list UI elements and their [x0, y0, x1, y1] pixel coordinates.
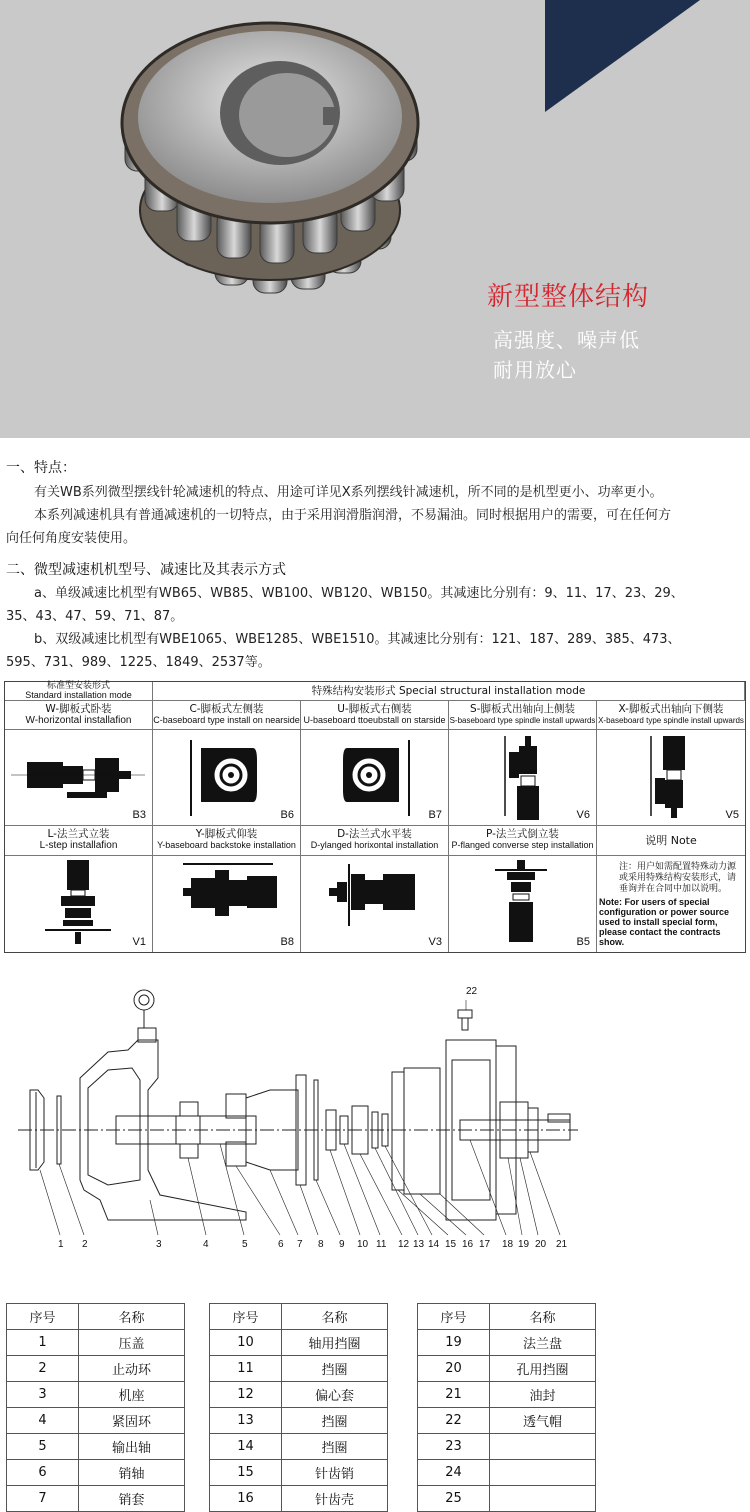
- part-number-2: 2: [82, 1239, 88, 1250]
- part-number: 2: [7, 1356, 79, 1382]
- part-number-13: 13: [413, 1239, 425, 1250]
- part-name: 针齿壳: [282, 1486, 388, 1512]
- special-mode-header: 特殊结构安装形式 Special structural installation mode: [153, 682, 745, 701]
- part-name: 紧固环: [79, 1408, 185, 1434]
- mode-S-code: V6: [576, 809, 590, 821]
- part-number-7: 7: [297, 1239, 303, 1250]
- exploded-assembly-svg: [0, 980, 750, 1255]
- column-header-name: 名称: [490, 1304, 596, 1330]
- part-number: 3: [7, 1382, 79, 1408]
- part-number-21: 21: [556, 1239, 568, 1250]
- part-number-18: 18: [502, 1239, 514, 1250]
- part-number-20: 20: [535, 1239, 547, 1250]
- mode-D-drawing: [301, 856, 449, 952]
- part-number: 11: [210, 1356, 282, 1382]
- mode-P-drawing: [449, 856, 597, 952]
- part-number-15: 15: [445, 1239, 457, 1250]
- parts-row: [7, 1330, 185, 1356]
- cycloid-bearing-photo: [105, 5, 425, 325]
- parts-row: [210, 1408, 388, 1434]
- column-header-no: 序号: [418, 1304, 490, 1330]
- part-number: 19: [418, 1330, 490, 1356]
- section1-paragraph-2b: 向任何角度安装使用。: [6, 531, 137, 546]
- exploded-assembly-drawing: [0, 980, 750, 1255]
- section2-title: 二、微型减速机机型号、减速比及其表示方式: [6, 562, 286, 578]
- part-number: 1: [7, 1330, 79, 1356]
- mode-U-drawing: [301, 730, 449, 826]
- mode-W-label: W-脚板式卧装 W-horizontal installafion: [5, 701, 153, 730]
- part-name: 孔用挡圈: [490, 1356, 596, 1382]
- part-number: 16: [210, 1486, 282, 1512]
- part-name: 机座: [79, 1382, 185, 1408]
- part-number-12: 12: [398, 1239, 410, 1250]
- hero-tagline-durable: 耐用放心: [493, 358, 577, 382]
- part-number: 7: [7, 1486, 79, 1512]
- parts-row: [210, 1460, 388, 1486]
- hero-banner: [0, 0, 750, 438]
- mode-Y-drawing: [153, 856, 301, 952]
- mode-Y-label: Y-脚板式仰装 Y-baseboard backstoke installation: [153, 826, 301, 856]
- mode-P-code: B5: [576, 936, 590, 948]
- part-number: 22: [418, 1408, 490, 1434]
- part-name: 挡圈: [282, 1356, 388, 1382]
- part-name: 输出轴: [79, 1434, 185, 1460]
- section1-title: 一、特点：: [6, 460, 76, 476]
- section1-paragraph-1: 有关WB系列微型摆线针轮减速机的特点、用途可详见X系列摆线针减速机，所不同的是机型更小、功率更小。: [34, 485, 663, 500]
- section2-b-line1: b、双级减速比机型有WBE1065、WBE1285、WBE1510。其减速比分别有：121、187、289、385、473、: [34, 632, 681, 647]
- parts-table-2: [209, 1303, 388, 1512]
- part-name: [490, 1460, 596, 1486]
- part-name: 法兰盘: [490, 1330, 596, 1356]
- mode-W-code: B3: [132, 809, 146, 821]
- part-name: 止动环: [79, 1356, 185, 1382]
- part-number-1: 1: [58, 1239, 64, 1250]
- part-number-8: 8: [318, 1239, 324, 1250]
- mode-W-drawing: [5, 730, 153, 826]
- part-name: 偏心套: [282, 1382, 388, 1408]
- part-number: 4: [7, 1408, 79, 1434]
- part-number: 25: [418, 1486, 490, 1512]
- corner-decoration: [545, 0, 700, 112]
- parts-row: [210, 1486, 388, 1512]
- part-number: 15: [210, 1460, 282, 1486]
- parts-row: [418, 1434, 596, 1460]
- standard-mode-header: 标准型安装形式 Standard installation mode: [5, 682, 153, 701]
- part-name: 轴用挡圈: [282, 1330, 388, 1356]
- part-number-11: 11: [376, 1239, 387, 1250]
- part-name: [490, 1486, 596, 1512]
- section2-a-line1: a、单级减速比机型有WB65、WB85、WB100、WB120、WB150。其减速比分别有：9、11、17、23、29、: [34, 586, 684, 601]
- part-number-16: 16: [462, 1239, 474, 1250]
- mode-S-label: S-脚板式出轴向上侧装 S-baseboard type spindle install upwards: [449, 701, 597, 730]
- part-number-10: 10: [357, 1239, 369, 1250]
- parts-row: [418, 1408, 596, 1434]
- parts-row: [7, 1486, 185, 1512]
- part-number-17: 17: [479, 1239, 491, 1250]
- mode-S-drawing: [449, 730, 597, 826]
- part-number: 6: [7, 1460, 79, 1486]
- note-text-cell: [597, 856, 745, 952]
- parts-row: [210, 1382, 388, 1408]
- hero-tagline-strength: 高强度、噪声低: [493, 328, 640, 352]
- mode-L-label: L-法兰式立装 L-step installafion: [5, 826, 153, 856]
- part-name: 针齿销: [282, 1460, 388, 1486]
- part-number: 24: [418, 1460, 490, 1486]
- part-number: 14: [210, 1434, 282, 1460]
- mode-Y-code: B8: [280, 936, 294, 948]
- part-number: 12: [210, 1382, 282, 1408]
- column-header-name: 名称: [282, 1304, 388, 1330]
- mode-D-label: D-法兰式水平装 D-ylanged horixontal installation: [301, 826, 449, 856]
- mode-L-drawing: [5, 856, 153, 952]
- part-number-labels: [58, 986, 568, 1250]
- parts-row: [7, 1382, 185, 1408]
- part-number-19: 19: [518, 1239, 530, 1250]
- part-name: 油封: [490, 1382, 596, 1408]
- part-number-5: 5: [242, 1239, 248, 1250]
- section1-paragraph-2a: 本系列减速机具有普通减速机的一切特点，由于采用润滑脂润滑，不易漏油。同时根据用户的需要，可在任何方: [34, 508, 672, 523]
- part-number-4: 4: [203, 1239, 209, 1250]
- part-name: 销轴: [79, 1460, 185, 1486]
- mode-U-label: U-脚板式右侧装 U-baseboard ttoeubstall on starside: [301, 701, 449, 730]
- part-number: 10: [210, 1330, 282, 1356]
- part-number: 23: [418, 1434, 490, 1460]
- hero-headline: 新型整体结构: [487, 282, 650, 312]
- parts-row: [418, 1460, 596, 1486]
- mode-X-drawing: [597, 730, 745, 826]
- parts-row: [7, 1434, 185, 1460]
- parts-row: [210, 1434, 388, 1460]
- parts-row: [418, 1486, 596, 1512]
- column-header-no: 序号: [210, 1304, 282, 1330]
- column-header-name: 名称: [79, 1304, 185, 1330]
- parts-row: [7, 1408, 185, 1434]
- part-number-3: 3: [156, 1239, 162, 1250]
- parts-row: [7, 1356, 185, 1382]
- note-chinese: 注：用户如需配置特殊动力源或采用特殊结构安装形式，请垂询并在合同中加以说明。: [619, 862, 737, 894]
- part-number-9: 9: [339, 1239, 345, 1250]
- mode-L-code: V1: [132, 936, 146, 948]
- part-number: 20: [418, 1356, 490, 1382]
- parts-table-3: [417, 1303, 596, 1512]
- parts-row: [210, 1330, 388, 1356]
- part-name: 挡圈: [282, 1408, 388, 1434]
- parts-row: [210, 1356, 388, 1382]
- parts-row: [418, 1356, 596, 1382]
- column-header-no: 序号: [7, 1304, 79, 1330]
- mode-X-label: X-脚板式出轴向下侧装 X-baseboard type spindle install upwards: [597, 701, 745, 730]
- mode-U-code: B7: [428, 809, 442, 821]
- note-english: Note: For users of special configuration or power source used to install special form, please contact the contracts show.: [599, 897, 730, 947]
- section2-b-line2: 595、731、989、1225、1849、2537等。: [6, 655, 271, 670]
- section2-a-line2: 35、43、47、59、71、87。: [6, 609, 184, 624]
- mode-C-drawing: [153, 730, 301, 826]
- part-number-22: 22: [466, 986, 478, 997]
- part-name: 挡圈: [282, 1434, 388, 1460]
- mode-P-label: P-法兰式倒立装 P-flanged converse step installation: [449, 826, 597, 856]
- part-name: 压盖: [79, 1330, 185, 1356]
- mode-D-code: V3: [428, 936, 442, 948]
- part-number: 5: [7, 1434, 79, 1460]
- part-name: 销套: [79, 1486, 185, 1512]
- parts-table-1: [6, 1303, 185, 1512]
- mode-X-code: V5: [725, 809, 739, 821]
- part-number: 21: [418, 1382, 490, 1408]
- part-name: [490, 1434, 596, 1460]
- part-number-14: 14: [428, 1239, 440, 1250]
- part-number-6: 6: [278, 1239, 284, 1250]
- mode-C-code: B6: [280, 809, 294, 821]
- part-number: 13: [210, 1408, 282, 1434]
- part-name: 透气帽: [490, 1408, 596, 1434]
- parts-row: [418, 1330, 596, 1356]
- parts-row: [7, 1460, 185, 1486]
- note-label: 说明 Note: [597, 826, 745, 856]
- parts-row: [418, 1382, 596, 1408]
- mode-C-label: C-脚板式左侧装 C-baseboard type install on nearside: [153, 701, 301, 730]
- installation-mode-table: [4, 681, 746, 953]
